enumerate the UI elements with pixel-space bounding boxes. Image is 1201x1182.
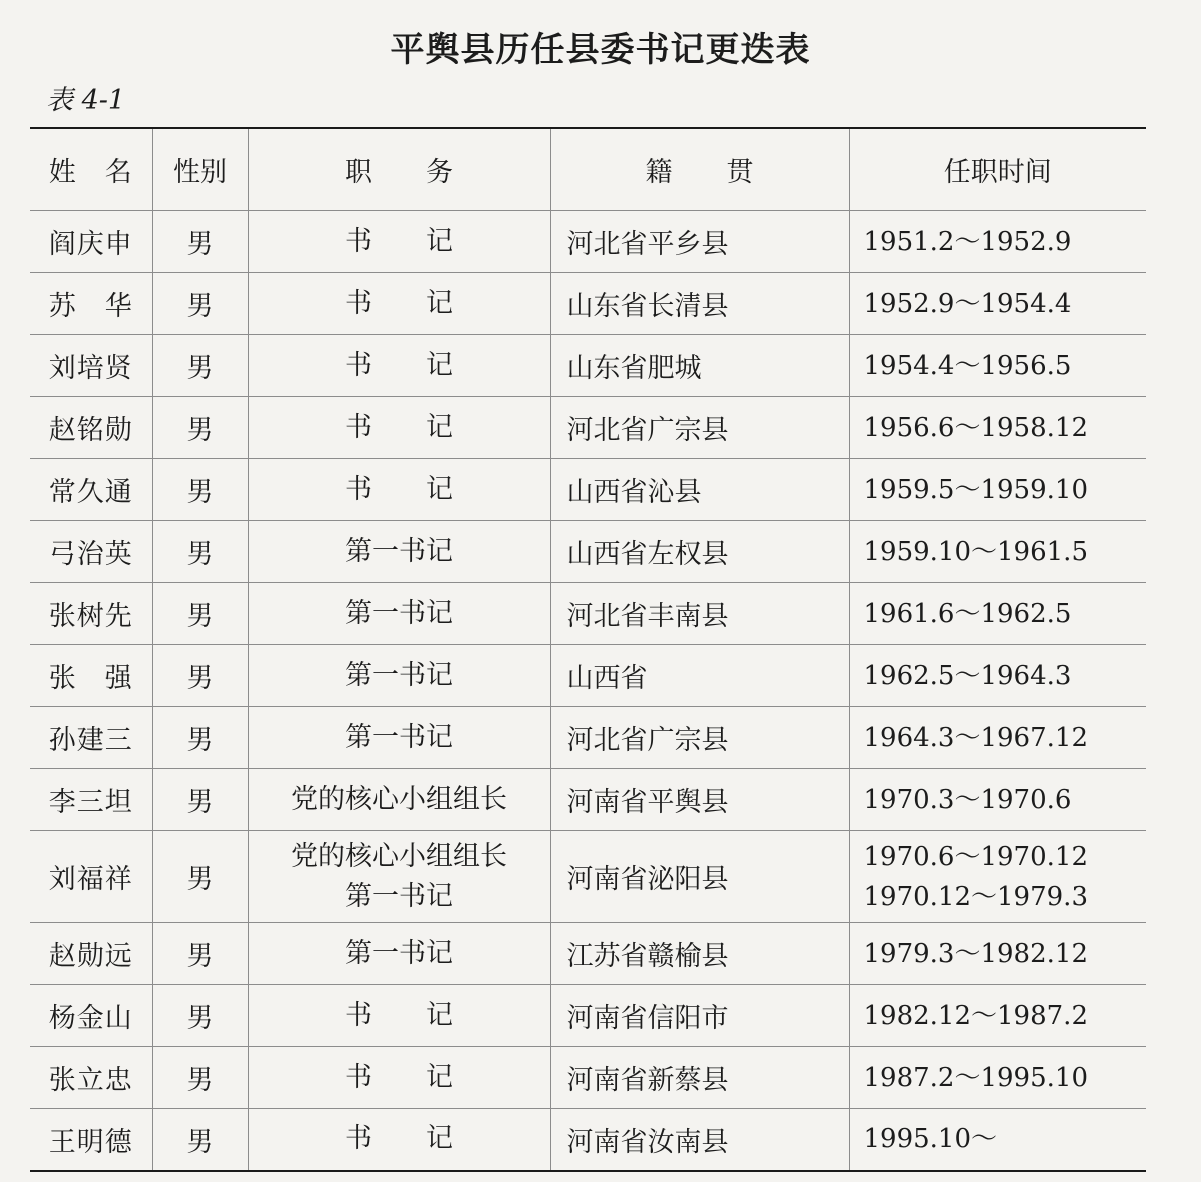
cell-name: 王明德 bbox=[30, 1109, 152, 1171]
term-line: 1970.6～1970.12 bbox=[863, 841, 1088, 872]
cell-term bbox=[849, 769, 1146, 831]
post-line: 书 记 bbox=[345, 225, 453, 257]
cell-origin: 山东省肥城 bbox=[550, 335, 849, 397]
post-line: 第一书记 bbox=[345, 659, 453, 691]
term-line: 1987.2～1995.10 bbox=[863, 1062, 1088, 1093]
post-line: 书 记 bbox=[345, 1123, 453, 1155]
post-line: 第一书记 bbox=[345, 880, 453, 912]
cell-origin: 江苏省赣榆县 bbox=[550, 923, 849, 985]
table-row bbox=[30, 769, 1146, 831]
post-line: 书 记 bbox=[345, 411, 453, 443]
post-line: 书 记 bbox=[345, 473, 453, 505]
cell-post bbox=[248, 769, 550, 831]
cell-gender: 男 bbox=[152, 211, 248, 273]
cell-origin: 河北省广宗县 bbox=[550, 707, 849, 769]
cell-origin: 山东省长清县 bbox=[550, 273, 849, 335]
cell-gender: 男 bbox=[152, 1109, 248, 1171]
cell-gender: 男 bbox=[152, 831, 248, 923]
cell-post bbox=[248, 707, 550, 769]
cell-origin: 山西省左权县 bbox=[550, 521, 849, 583]
header-post: 职 务 bbox=[248, 128, 550, 211]
cell-post bbox=[248, 831, 550, 923]
cell-post bbox=[248, 521, 550, 583]
cell-post bbox=[248, 273, 550, 335]
table-row bbox=[30, 1047, 1146, 1109]
cell-origin: 河南省汝南县 bbox=[550, 1109, 849, 1171]
post-line: 第一书记 bbox=[345, 597, 453, 629]
table-number-label: 表 4-1 bbox=[46, 85, 126, 116]
cell-post bbox=[248, 923, 550, 985]
cell-term bbox=[849, 1109, 1146, 1171]
page-title: 平舆县历任县委书记更迭表 bbox=[390, 30, 811, 70]
table-row bbox=[30, 273, 1146, 335]
cell-term bbox=[849, 645, 1146, 707]
cell-name: 张立忠 bbox=[30, 1047, 152, 1109]
cell-post bbox=[248, 211, 550, 273]
cell-name: 张 强 bbox=[30, 645, 152, 707]
header-name: 姓 名 bbox=[30, 128, 152, 211]
term-line: 1951.2～1952.9 bbox=[863, 226, 1072, 257]
post-line: 党的核心小组组长 bbox=[291, 783, 507, 815]
cell-term bbox=[849, 923, 1146, 985]
cell-post bbox=[248, 397, 550, 459]
table-row bbox=[30, 397, 1146, 459]
table-header-row bbox=[30, 128, 1146, 211]
table-row bbox=[30, 923, 1146, 985]
cell-gender: 男 bbox=[152, 459, 248, 521]
cell-origin: 山西省沁县 bbox=[550, 459, 849, 521]
cell-gender: 男 bbox=[152, 273, 248, 335]
post-line: 第一书记 bbox=[345, 937, 453, 969]
cell-gender: 男 bbox=[152, 985, 248, 1047]
cell-post bbox=[248, 459, 550, 521]
cell-term bbox=[849, 211, 1146, 273]
cell-origin: 河北省广宗县 bbox=[550, 397, 849, 459]
cell-name: 刘福祥 bbox=[30, 831, 152, 923]
table-body bbox=[30, 211, 1146, 1171]
post-line: 党的核心小组组长 bbox=[291, 840, 507, 872]
cell-gender: 男 bbox=[152, 645, 248, 707]
term-line: 1952.9～1954.4 bbox=[863, 288, 1072, 319]
cell-name: 弓治英 bbox=[30, 521, 152, 583]
term-line: 1970.3～1970.6 bbox=[863, 784, 1072, 815]
cell-term bbox=[849, 707, 1146, 769]
cell-gender: 男 bbox=[152, 521, 248, 583]
cell-post bbox=[248, 583, 550, 645]
cell-name: 张树先 bbox=[30, 583, 152, 645]
term-line: 1982.12～1987.2 bbox=[863, 1000, 1088, 1031]
table-row bbox=[30, 211, 1146, 273]
term-line: 1970.12～1979.3 bbox=[863, 881, 1088, 912]
cell-name: 赵铭勋 bbox=[30, 397, 152, 459]
term-line: 1959.10～1961.5 bbox=[863, 536, 1088, 567]
cell-name: 刘培贤 bbox=[30, 335, 152, 397]
table-row bbox=[30, 459, 1146, 521]
cell-term bbox=[849, 397, 1146, 459]
term-line: 1964.3～1967.12 bbox=[863, 722, 1088, 753]
term-line: 1954.4～1956.5 bbox=[863, 350, 1072, 381]
cell-origin: 河北省平乡县 bbox=[550, 211, 849, 273]
cell-gender: 男 bbox=[152, 769, 248, 831]
cell-name: 苏 华 bbox=[30, 273, 152, 335]
cell-term bbox=[849, 985, 1146, 1047]
cell-post bbox=[248, 985, 550, 1047]
secretary-succession-table bbox=[30, 127, 1146, 1172]
cell-term bbox=[849, 1047, 1146, 1109]
table-row bbox=[30, 1109, 1146, 1171]
cell-term bbox=[849, 335, 1146, 397]
post-line: 书 记 bbox=[345, 287, 453, 319]
cell-name: 李三坦 bbox=[30, 769, 152, 831]
term-line: 1962.5～1964.3 bbox=[863, 660, 1072, 691]
cell-term bbox=[849, 459, 1146, 521]
table-row bbox=[30, 707, 1146, 769]
post-line: 书 记 bbox=[345, 1061, 453, 1093]
cell-origin: 河北省丰南县 bbox=[550, 583, 849, 645]
cell-post bbox=[248, 1109, 550, 1171]
term-line: 1961.6～1962.5 bbox=[863, 598, 1072, 629]
cell-term bbox=[849, 831, 1146, 923]
cell-post bbox=[248, 335, 550, 397]
cell-post bbox=[248, 1047, 550, 1109]
cell-gender: 男 bbox=[152, 923, 248, 985]
table-row bbox=[30, 985, 1146, 1047]
term-line: 1995.10～ bbox=[863, 1124, 998, 1155]
cell-name: 杨金山 bbox=[30, 985, 152, 1047]
post-line: 第一书记 bbox=[345, 721, 453, 753]
cell-term bbox=[849, 521, 1146, 583]
cell-term bbox=[849, 273, 1146, 335]
cell-origin: 河南省新蔡县 bbox=[550, 1047, 849, 1109]
table-row bbox=[30, 645, 1146, 707]
cell-name: 常久通 bbox=[30, 459, 152, 521]
cell-gender: 男 bbox=[152, 397, 248, 459]
header-term: 任职时间 bbox=[849, 128, 1146, 211]
cell-gender: 男 bbox=[152, 335, 248, 397]
cell-gender: 男 bbox=[152, 707, 248, 769]
cell-name: 阎庆申 bbox=[30, 211, 152, 273]
cell-origin: 河南省信阳市 bbox=[550, 985, 849, 1047]
cell-post bbox=[248, 645, 550, 707]
cell-term bbox=[849, 583, 1146, 645]
cell-gender: 男 bbox=[152, 583, 248, 645]
post-line: 书 记 bbox=[345, 349, 453, 381]
term-line: 1956.6～1958.12 bbox=[863, 412, 1088, 443]
table-row bbox=[30, 335, 1146, 397]
cell-origin: 河南省泌阳县 bbox=[550, 831, 849, 923]
term-line: 1959.5～1959.10 bbox=[863, 474, 1088, 505]
header-origin: 籍 贯 bbox=[550, 128, 849, 211]
cell-gender: 男 bbox=[152, 1047, 248, 1109]
cell-name: 孙建三 bbox=[30, 707, 152, 769]
term-line: 1979.3～1982.12 bbox=[863, 938, 1088, 969]
post-line: 书 记 bbox=[345, 999, 453, 1031]
cell-name: 赵勋远 bbox=[30, 923, 152, 985]
cell-origin: 山西省 bbox=[550, 645, 849, 707]
header-gender: 性别 bbox=[152, 128, 248, 211]
table-row bbox=[30, 831, 1146, 923]
table-row bbox=[30, 583, 1146, 645]
post-line: 第一书记 bbox=[345, 535, 453, 567]
table-row bbox=[30, 521, 1146, 583]
cell-origin: 河南省平舆县 bbox=[550, 769, 849, 831]
